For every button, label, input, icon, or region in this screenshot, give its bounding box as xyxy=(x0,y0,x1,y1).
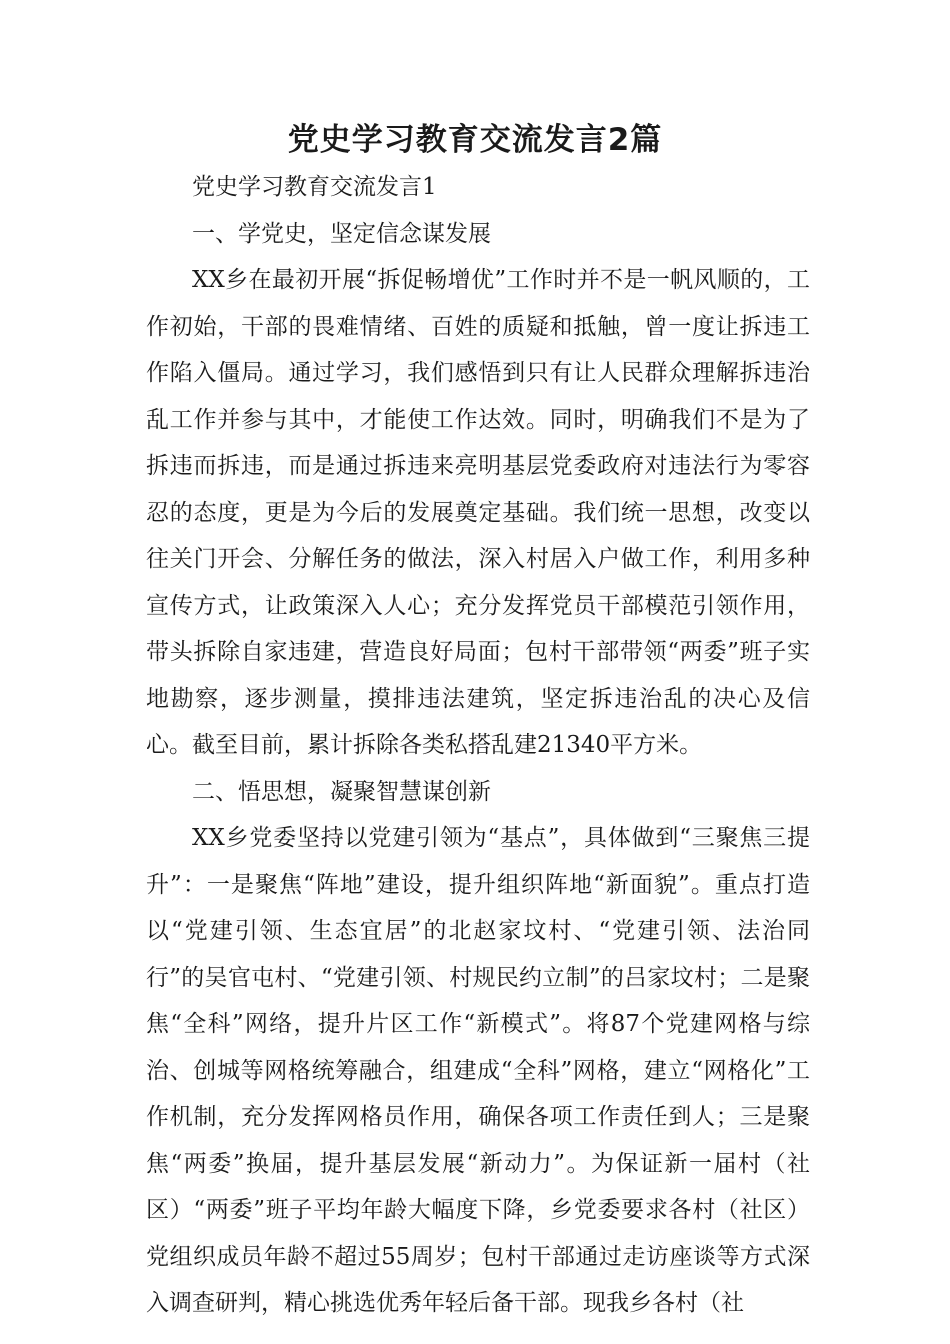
document-body xyxy=(146,164,810,1327)
document-title: 党史学习教育交流发言2篇 xyxy=(287,122,663,158)
sub-heading: 一、学党史，坚定信念谋发展 xyxy=(192,220,491,247)
section-heading: 党史学习教育交流发言1 xyxy=(192,174,437,200)
body-paragraph: XX乡在最初开展“拆促畅增优”工作时并不是一帆风顺的，工作初始，干部的畏难情绪、百姓的质疑和抵触，曾一度让拆违工作陷入僵局。通过学习，我们感悟到只有让人民群众理解拆违治乱工作并参与其中，才能使工作达效。同时，明确我们不是为了拆违而拆违，而是通过拆违来亮明基层党委政府对违法行为零容忍的态度，更是为今后的发展奠定基础。我们统一思想，改变以往关门开会、分解任务的做法，深入村居入户做工作，利用多种宣传方式，让政策深入人心；充分发挥党员干部模范引领作用，带头拆除自家违建，营造良好局面；包村干部带领“两委”班子实地勘察，逐步测量，摸排违法建筑，坚定拆违治乱的决心及信心。截至目前，累计拆除各类私搭乱建21340平方米。 xyxy=(146,267,810,758)
body-paragraph: XX乡党委坚持以党建引领为“基点”，具体做到“三聚焦三提升”：一是聚焦“阵地”建设，提升组织阵地“新面貌”。重点打造以“党建引领、生态宜居”的北赵家坟村、“党建引领、法治同行”的吴官屯村、“党建引领、村规民约立制”的吕家坟村；二是聚焦“全科”网络，提升片区工作“新模式”。将87个党建网格与综治、创城等网格统筹融合，组建成“全科”网格，建立“网格化”工作机制，充分发挥网格员作用，确保各项工作责任到人；三是聚焦“两委”换届，提升基层发展“新动力”。为保证新一届村（社区）“两委”班子平均年龄大幅度下降，乡党委要求各村（社区）党组织成员年龄不超过55周岁；包村干部通过走访座谈等方式深入调查研判，精心挑选优秀年轻后备干部。现我乡各村（社 xyxy=(146,825,810,1316)
sub-heading: 二、悟思想，凝聚智慧谋创新 xyxy=(192,778,491,805)
